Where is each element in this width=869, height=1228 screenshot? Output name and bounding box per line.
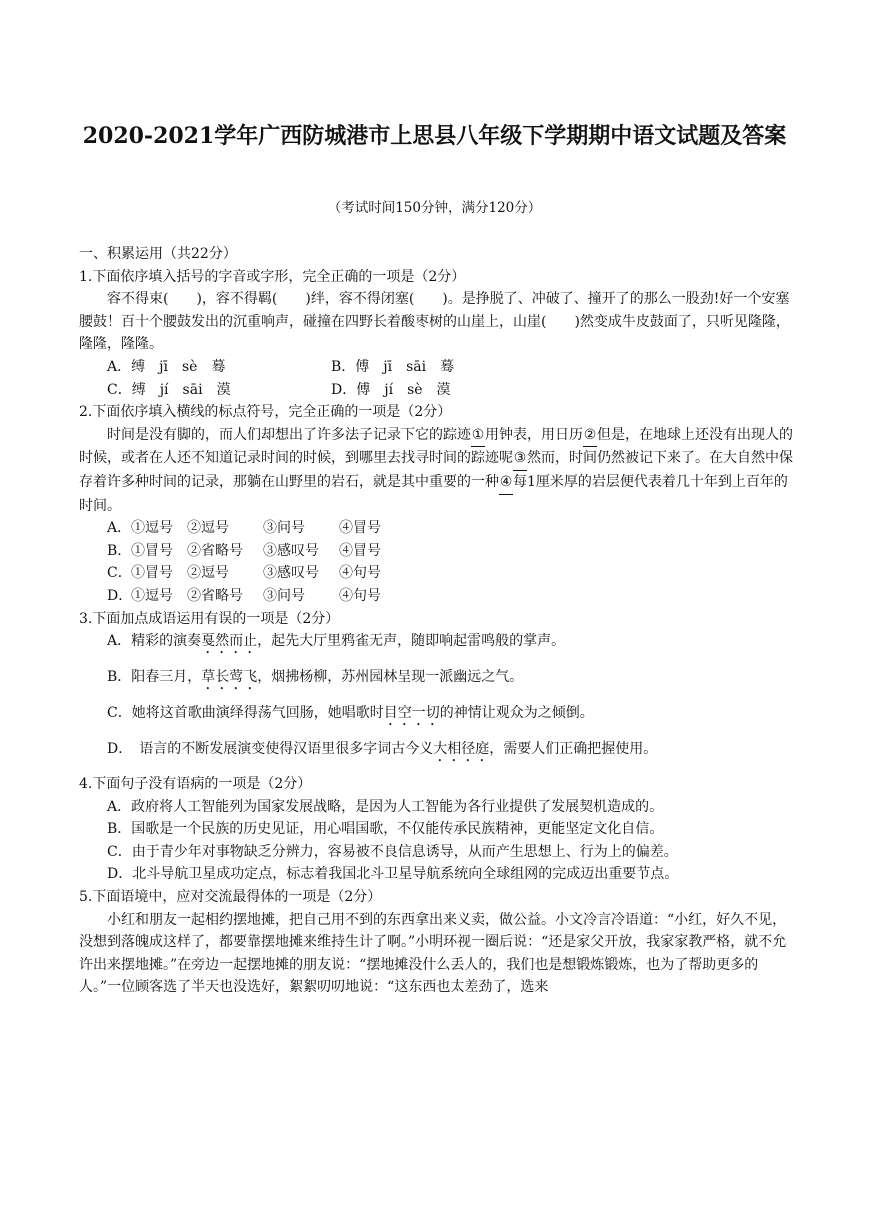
option-text: ，需要人们正确把握使用。 <box>489 741 658 758</box>
dotted-idiom: 目空一切 <box>383 705 440 722</box>
question-1-option-b[interactable] <box>331 356 555 379</box>
option-pinyin: sāi <box>182 381 203 398</box>
option-letter: D．傅 <box>331 381 371 398</box>
option-pinyin: jí <box>384 381 394 398</box>
question-3-stem: 3.下面加点成语运用有误的一项是（2分） <box>79 610 340 627</box>
question-4-option-c[interactable]: C．由于青少年对事物缺乏分辨力，容易被不良信息诱导，从而产生思想上、行为上的偏差。 <box>107 843 678 860</box>
option-pinyin: sè <box>181 358 198 375</box>
question-4-option-a[interactable]: A．政府将人工智能列为国家发展战略，是因为人工智能为各行业提供了发展契机造成的。 <box>107 798 664 815</box>
option-text: ，起先大厅里鸦雀无声，随即响起雷鸣般的掌声。 <box>257 633 566 650</box>
passage-text: 但是，在地球上还没有出现人的时候，或者在人还不知道记录时间的时候，到哪里去找寻时间的踪迹呢 <box>79 426 793 467</box>
question-1-option-c[interactable] <box>107 379 331 402</box>
question-2-option-a[interactable] <box>79 517 795 540</box>
question-2-option-c[interactable] <box>79 562 795 585</box>
dotted-idiom: 戛然而止 <box>201 633 258 650</box>
question-4-option-d[interactable]: D．北斗导航卫星成功定点，标志着我国北斗卫星导航系统向全球组网的完成迈出重要节点。 <box>107 866 679 883</box>
exam-time-note: （考试时间150分钟，满分120分） <box>327 200 542 216</box>
option-char: 蓦 <box>211 358 226 375</box>
option-part: ②逗号 <box>187 565 229 582</box>
blank-2: ② <box>583 424 597 448</box>
question-1-option-a[interactable] <box>107 356 331 379</box>
option-part: ③感叹号 <box>263 542 319 559</box>
option-letter: D． <box>107 587 133 604</box>
section-heading: 一、积累运用（共22分） <box>79 246 237 262</box>
blank-4: ④ <box>499 471 513 495</box>
option-text: A．精彩的演奏 <box>107 633 202 650</box>
question-3-option-a[interactable] <box>79 630 795 657</box>
option-part: ①逗号 <box>131 587 173 604</box>
option-text: C．她将这首歌曲演绎得荡气回肠，她唱歌时 <box>107 705 384 722</box>
question-3-option-b[interactable] <box>79 666 795 693</box>
blank-3: ③ <box>513 447 527 471</box>
question-4-option-b[interactable]: B．国歌是一个民族的历史见证，用心唱国歌，不仅能传承民族精神，更能坚定文化自信。 <box>107 821 664 838</box>
option-letter: B．傅 <box>331 358 370 375</box>
option-part: ②省略号 <box>187 542 243 559</box>
option-letter: C．缚 <box>107 381 146 398</box>
option-letter: C． <box>107 565 132 582</box>
option-part: ②省略号 <box>187 587 243 604</box>
option-char: 漠 <box>216 381 231 398</box>
option-part: ①冒号 <box>131 565 173 582</box>
option-letter: A．缚 <box>107 358 146 375</box>
passage-text: 用钟表，用日历 <box>485 426 583 443</box>
question-5-stem: 5.下面语境中，应对交流最得体的一项是（2分） <box>79 889 382 906</box>
option-part: ②逗号 <box>187 520 229 537</box>
exam-content <box>79 243 795 999</box>
question-2-option-d[interactable] <box>79 585 795 608</box>
option-part: ③问号 <box>263 520 305 537</box>
option-part: ④句号 <box>339 587 381 604</box>
blank-1: ① <box>471 424 485 448</box>
dotted-idiom: 草长莺飞 <box>201 669 258 686</box>
passage-text: 然而，时间仍然被记下来了。在大自然中保存着许多种时间的记录，那躺在山野里的岩石，就是其中重要的一种 <box>79 450 793 490</box>
option-pinyin: sè <box>407 381 423 398</box>
option-char: 蓦 <box>440 358 455 375</box>
question-1-passage: 容不得束( )，容不得羁( )绊，容不得闭塞( )。是挣脱了、冲破了、撞开了的那么一股劲!好一个安塞腰鼓！百十个腰鼓发出的沉重响声，碰撞在四野长着酸枣树的山崖上，山崖( )然变成牛皮鼓面了，只听见隆隆，隆隆，隆隆。 <box>79 291 790 353</box>
option-part: ①冒号 <box>131 542 173 559</box>
question-2-passage <box>79 424 795 517</box>
page-title: 2020-2021学年广西防城港市上思县八年级下学期期中语文试题及答案 <box>82 123 787 149</box>
option-part: ④冒号 <box>339 542 381 559</box>
passage-text: 每1厘米厚的岩层便代表着几十年到上百年的时间。 <box>79 473 788 514</box>
option-text: 的神情让观众为之倾倒。 <box>439 705 594 722</box>
question-5-passage: 小红和朋友一起相约摆地摊，把自己用不到的东西拿出来义卖，做公益。小文冷言冷语道：“小红，好久不见，没想到落魄成这样了，都要靠摆地摊来维持生计了啊。”小明环视一圈后说：“还是家父开放，我家家教严格，就不允许出来摆地摊。”在旁边一起摆地摊的朋友说：“摆地摊没什么丢人的，我们也是想锻炼锻炼，也为了帮助更多的人。”一位顾客选了半天也没选好，絮絮叨叨地说：“这东西也太差劲了，选来 <box>79 911 787 996</box>
question-3-option-d[interactable] <box>79 738 795 765</box>
question-4-stem: 4.下面句子没有语病的一项是（2分） <box>79 776 312 793</box>
question-1-option-d[interactable] <box>331 379 555 402</box>
option-part: ③问号 <box>263 587 305 604</box>
option-part: ①逗号 <box>131 520 173 537</box>
option-text: B．阳春三月， <box>107 669 202 686</box>
question-3-option-c[interactable] <box>79 702 795 729</box>
option-part: ③感叹号 <box>263 565 319 582</box>
question-1-stem: 1.下面依序填入括号的字音或字形，完全正确的一项是（2分） <box>79 268 466 285</box>
option-part: ④冒号 <box>339 520 381 537</box>
passage-text: 时间是没有脚的，而人们却想出了许多法子记录下它的踪迹 <box>107 426 471 443</box>
option-text: D． 语言的不断发展演变使得汉语里很多字词古今义 <box>107 741 434 758</box>
option-pinyin: jī <box>159 358 168 375</box>
option-text: ，烟拂杨柳，苏州园林呈现一派幽远之气。 <box>257 669 524 686</box>
option-letter: B． <box>107 542 132 559</box>
dotted-idiom: 大相径庭 <box>433 741 490 758</box>
option-part: ④句号 <box>339 565 381 582</box>
question-2-option-b[interactable] <box>79 540 795 563</box>
option-char: 漠 <box>436 381 451 398</box>
option-pinyin: jī <box>383 358 393 375</box>
option-pinyin: jí <box>159 381 169 398</box>
option-letter: A． <box>107 520 132 537</box>
question-1-options <box>79 356 795 401</box>
option-pinyin: sāi <box>406 358 427 375</box>
question-2-stem: 2.下面依序填入横线的标点符号，完全正确的一项是（2分） <box>79 404 452 421</box>
